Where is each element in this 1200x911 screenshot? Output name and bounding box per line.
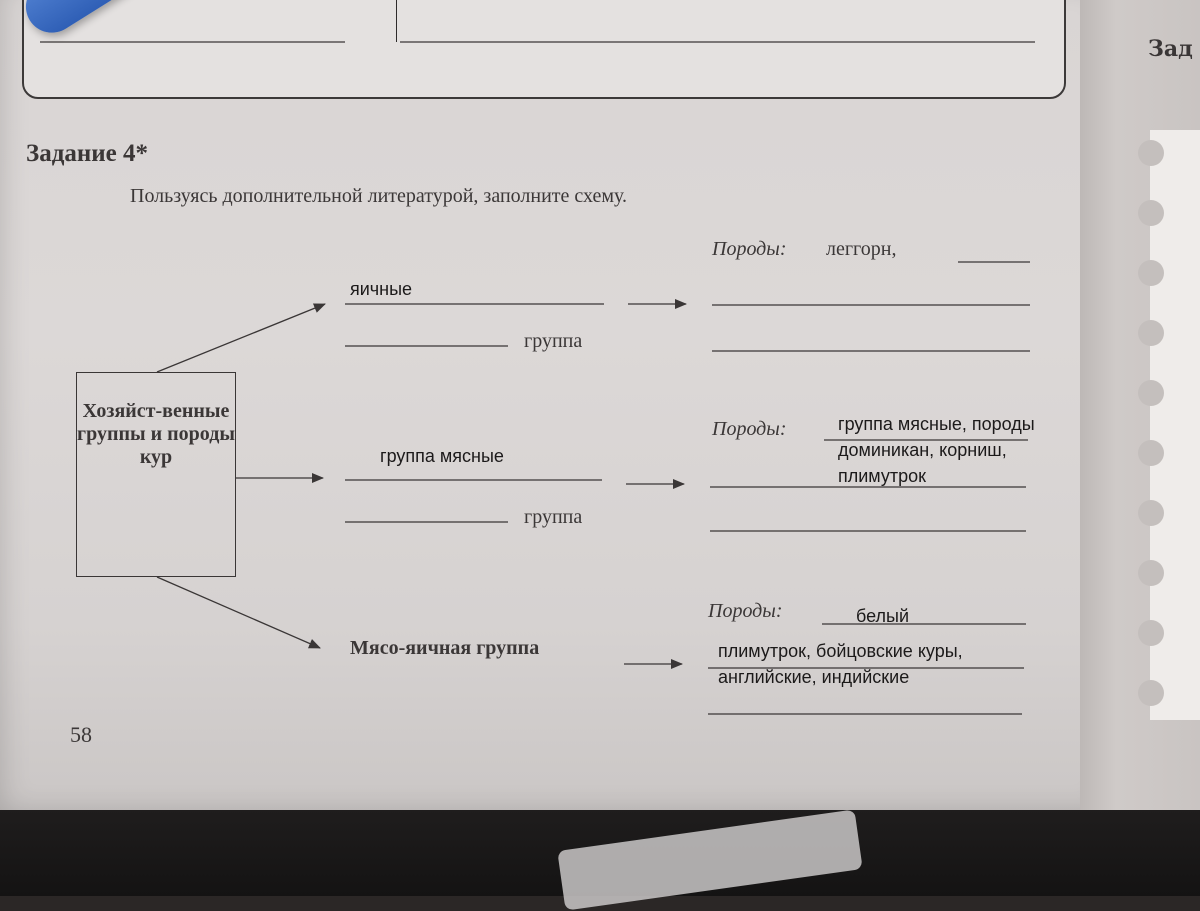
handwritten-meat-egg-breeds: плимутрок, бойцовские куры, английские, индийские — [718, 641, 963, 687]
right-page-heading: Зад — [1148, 36, 1193, 62]
handwritten-meat-group: группа мясные — [380, 446, 504, 466]
handwritten-meat-breeds: группа мясные, породы доминикан, корниш, плимутрок — [838, 414, 1035, 486]
task-instruction: Пользуясь дополнительной литературой, заполните схему. — [130, 185, 628, 207]
meat-group-suffix: группа — [524, 506, 583, 528]
meat-egg-group-label: Мясо-яичная группа — [350, 637, 540, 659]
handwritten-meat-egg-breed-1: белый — [856, 606, 910, 626]
egg-breed-example: леггорн, — [826, 238, 897, 260]
page-number: 58 — [70, 722, 92, 747]
arrow-to-egg-group — [157, 304, 325, 372]
task-title: Задание 4* — [26, 140, 148, 167]
meat-egg-breeds-label: Породы: — [708, 600, 783, 622]
meat-breeds-label: Породы: — [712, 418, 787, 440]
arrow-to-meat-egg-group — [157, 577, 320, 648]
egg-group-suffix: группа — [524, 330, 583, 352]
central-box-text: Хозяйст-венные группы и породы кур — [77, 400, 235, 468]
egg-breeds-label: Породы: — [712, 238, 787, 260]
handwritten-egg-group: яичные — [350, 279, 413, 299]
